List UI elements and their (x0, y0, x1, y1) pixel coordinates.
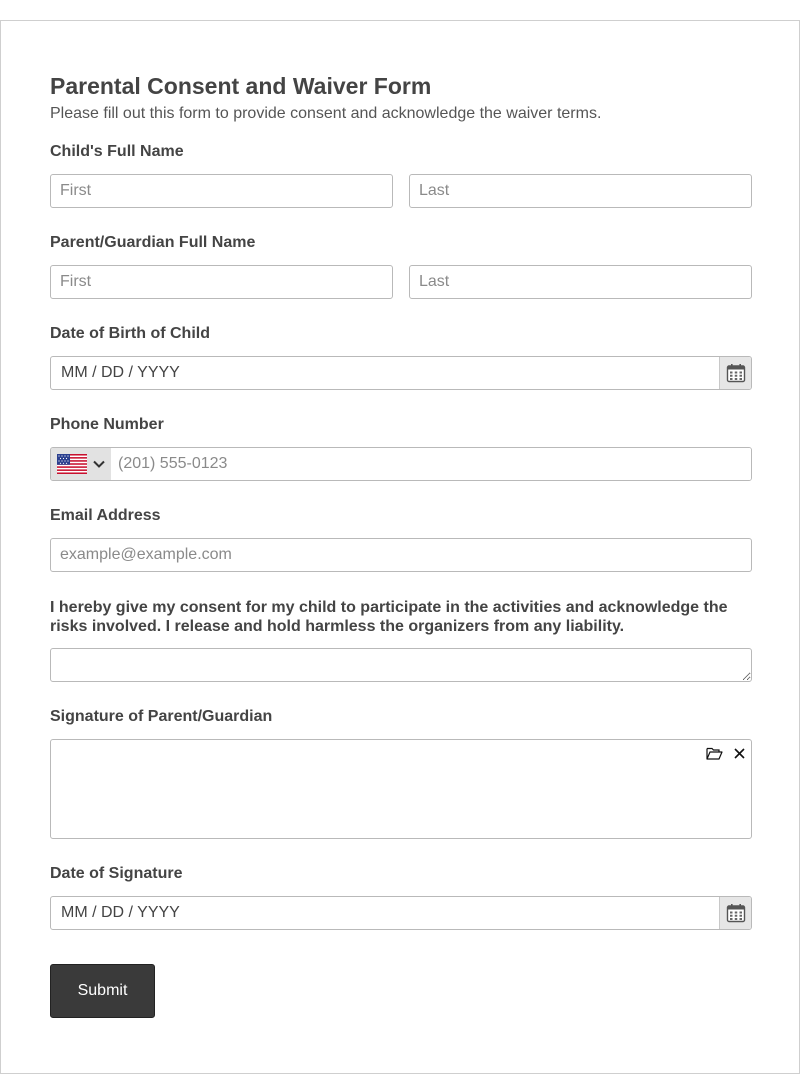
calendar-icon[interactable] (719, 897, 751, 929)
consent-label: I hereby give my consent for my child to participate in the activities and acknowledge the risks involved. I release and hold harmless the organizers from any liability. (50, 599, 728, 635)
folder-open-icon[interactable] (705, 744, 723, 762)
parent-last-name-input[interactable] (409, 265, 752, 299)
child-first-name-input[interactable] (50, 174, 393, 208)
calendar-icon[interactable] (719, 357, 751, 389)
form-container (0, 20, 800, 1074)
phone-field (50, 447, 752, 481)
signature-date-input[interactable] (50, 896, 752, 930)
submit-button[interactable]: Submit (50, 964, 155, 1018)
us-flag-icon (57, 454, 87, 474)
email-label: Email Address (50, 507, 161, 524)
dob-input[interactable] (50, 356, 752, 390)
parent-first-name-input[interactable] (50, 265, 393, 299)
country-selector[interactable] (51, 448, 111, 480)
dob-value: MM / DD / YYYY (61, 364, 180, 381)
signature-date-label: Date of Signature (50, 865, 183, 882)
child-name-label: Child's Full Name (50, 143, 184, 160)
chevron-down-icon (93, 460, 105, 468)
form-title: Parental Consent and Waiver Form (50, 73, 432, 99)
signature-label: Signature of Parent/Guardian (50, 708, 273, 725)
close-icon[interactable] (730, 744, 748, 762)
form-subtitle: Please fill out this form to provide consent and acknowledge the waiver terms. (50, 105, 602, 122)
parent-name-label: Parent/Guardian Full Name (50, 234, 256, 251)
signature-date-value: MM / DD / YYYY (61, 904, 180, 921)
child-last-name-input[interactable] (409, 174, 752, 208)
signature-pad[interactable] (50, 739, 752, 839)
phone-input[interactable] (111, 448, 751, 480)
dob-label: Date of Birth of Child (50, 325, 210, 342)
phone-label: Phone Number (50, 416, 164, 433)
consent-textarea[interactable] (50, 648, 752, 682)
email-input[interactable] (50, 538, 752, 572)
